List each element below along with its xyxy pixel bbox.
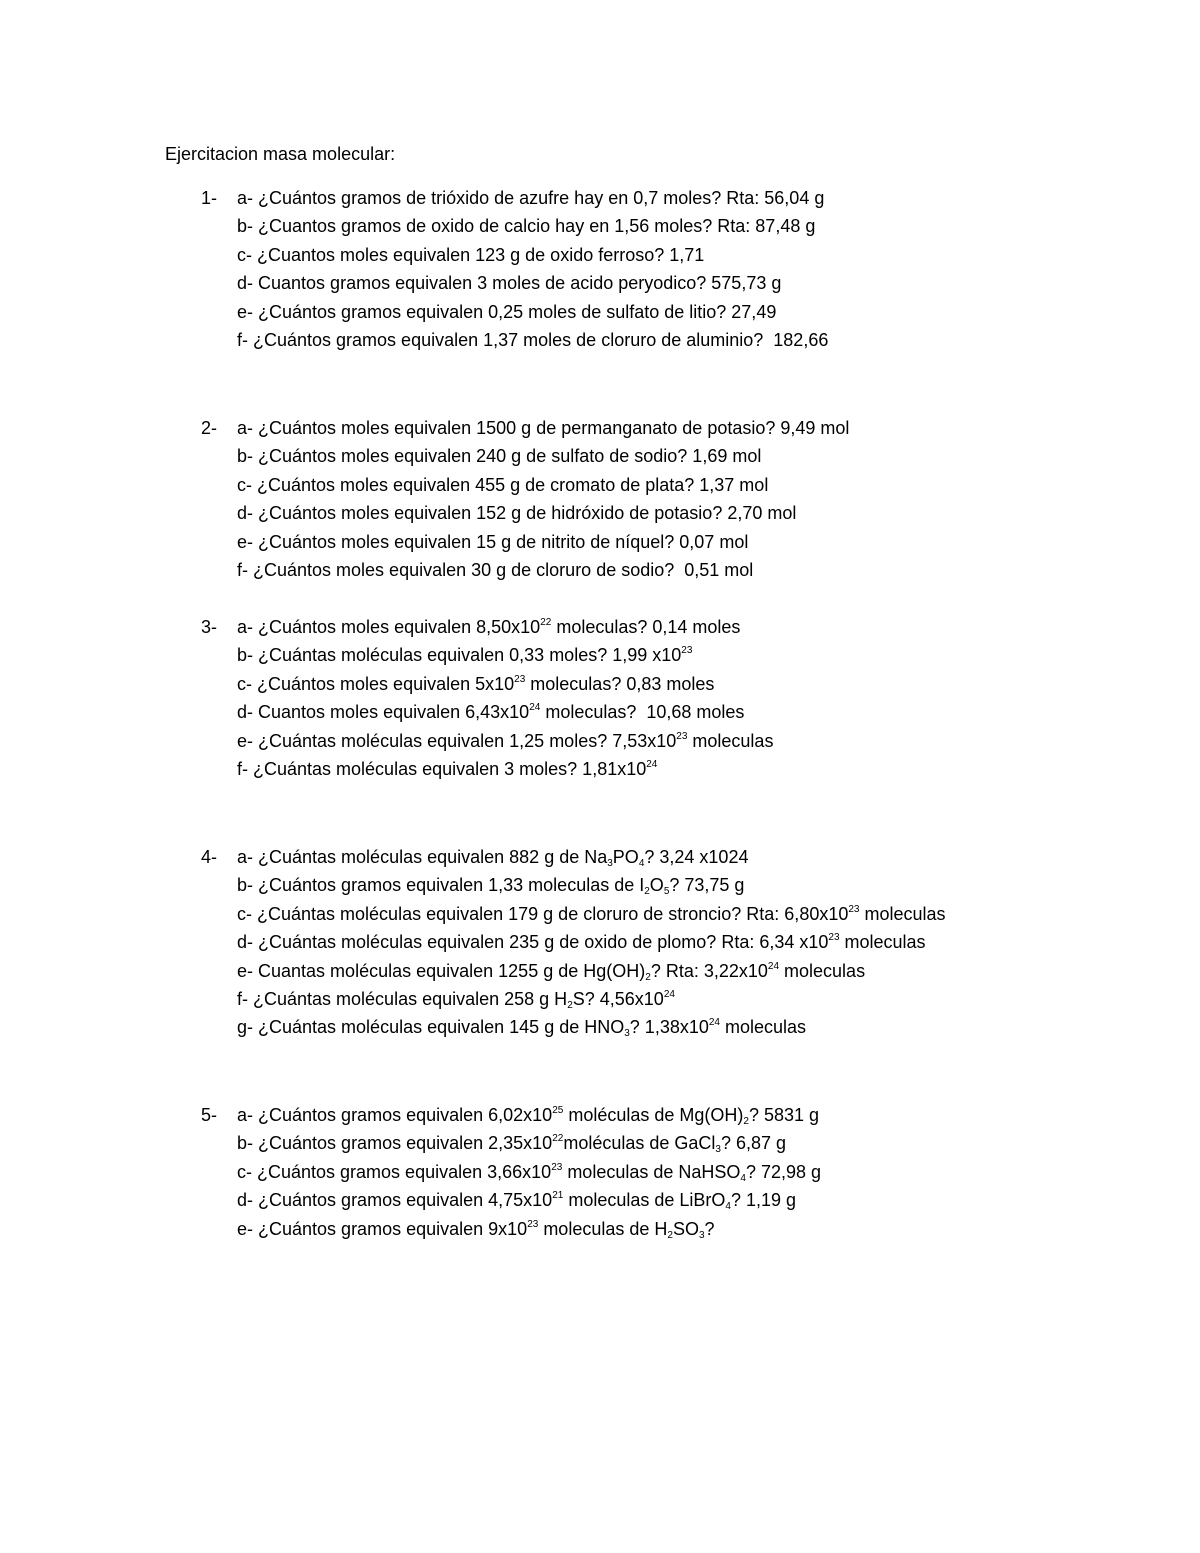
question-letter: e-	[237, 1218, 254, 1239]
question-item	[237, 959, 946, 987]
question-item	[237, 416, 849, 444]
question-letter: b-	[237, 875, 254, 896]
subscript: 4	[638, 858, 645, 869]
question-item	[237, 729, 773, 757]
question-text: ? 6,87 g	[720, 1133, 787, 1154]
subscript: 2	[667, 1229, 673, 1241]
question-item	[237, 1015, 946, 1043]
question-item	[237, 700, 773, 728]
question-text: ? 1,38x10	[629, 1017, 709, 1038]
section-number: 5-	[201, 1105, 218, 1125]
subscript: 3	[624, 1028, 630, 1040]
exponent: 24	[529, 702, 541, 714]
question-text: ¿Cuántos moles equivalen 5x10	[252, 673, 515, 694]
question-letter: a-	[237, 188, 254, 208]
question-letter: e-	[237, 960, 254, 981]
question-item	[237, 1160, 821, 1188]
question-list	[237, 845, 946, 1044]
question-text: ¿Cuántos moles equivalen 240 g de sulfato de sodio? 1,69 mol	[253, 446, 762, 467]
section-number: 2-	[201, 418, 218, 438]
question-text: ¿Cuántas moléculas equivalen 179 g de cloruro de stroncio? Rta: 6,80x10	[252, 903, 849, 924]
question-item	[237, 530, 849, 558]
question-text: ¿Cuántos moles equivalen 15 g de nitrito de níquel? 0,07 mol	[253, 531, 749, 552]
question-text: ¿Cuántos moles equivalen 455 g de cromato de plata? 1,37 mol	[252, 474, 769, 495]
question-letter: a-	[237, 847, 254, 867]
question-letter: c-	[237, 244, 252, 265]
question-text: ? Rta: 3,22x10	[650, 960, 768, 981]
question-list	[237, 1103, 821, 1245]
exponent: 23	[676, 730, 688, 742]
question-text: Cuantas moléculas equivalen 1255 g de Hg(OH)	[253, 960, 646, 981]
subscript: 3	[607, 858, 613, 869]
question-text: ¿Cuántos gramos equivalen 4,75x10	[253, 1190, 553, 1211]
question-letter: b-	[237, 446, 254, 467]
exponent: 23	[828, 932, 840, 944]
question-item	[237, 214, 828, 242]
question-text: moléculas de GaCl	[563, 1133, 716, 1154]
question-text: ¿Cuántos gramos equivalen 0,25 moles de sulfato de litio? 27,49	[253, 301, 777, 322]
question-text: moleculas? 0,14 moles	[551, 617, 741, 637]
question-text: moléculas de Mg(OH)	[563, 1105, 744, 1125]
subscript: 5	[663, 886, 670, 898]
question-text: ? 1,19 g	[730, 1190, 797, 1211]
question-letter: e-	[237, 730, 254, 751]
section-number: 1-	[201, 188, 218, 208]
question-text: ¿Cuantos gramos de oxido de calcio hay en 1,56 moles? Rta: 87,48 g	[253, 216, 816, 237]
question-text: ¿Cuántas moléculas equivalen 235 g de oxido de plomo? Rta: 6,34 x10	[253, 932, 829, 953]
question-text: PO	[612, 847, 639, 867]
question-letter: a-	[237, 1105, 254, 1125]
exponent: 24	[767, 960, 780, 972]
exponent: 25	[552, 1105, 564, 1116]
subscript: 2	[644, 886, 650, 898]
question-letter: f-	[237, 559, 248, 580]
question-item	[237, 1188, 821, 1216]
question-text: ¿Cuántas moléculas equivalen 1,25 moles? 7,53x10	[253, 730, 677, 751]
question-text: ? 72,98 g	[745, 1161, 822, 1182]
question-text: ¿Cuántas moléculas equivalen 258 g H	[248, 988, 568, 1009]
question-text: S? 4,56x10	[572, 988, 664, 1009]
question-text: ¿Cuántas moléculas equivalen 0,33 moles? 1,99 x10	[253, 645, 682, 666]
subscript: 4	[725, 1201, 731, 1213]
question-item	[237, 444, 849, 472]
question-letter: a-	[237, 617, 254, 637]
page-title: Ejercitacion masa molecular:	[165, 144, 396, 164]
question-item	[237, 328, 828, 356]
question-item	[237, 243, 828, 271]
question-letter: f-	[237, 329, 248, 350]
question-text: ¿Cuántas moléculas equivalen 882 g de Na	[253, 847, 608, 867]
question-text: SO	[672, 1218, 699, 1239]
question-letter: g-	[237, 1017, 254, 1038]
question-letter: d-	[237, 702, 254, 723]
question-item	[237, 1103, 821, 1131]
question-list	[237, 186, 828, 356]
question-letter: c-	[237, 1161, 252, 1182]
question-text: moleculas? 0,83 moles	[525, 673, 715, 694]
question-item	[237, 186, 828, 214]
exponent: 22	[552, 1133, 564, 1145]
question-letter: d-	[237, 503, 254, 524]
question-letter: c-	[237, 673, 252, 694]
question-item	[237, 558, 849, 586]
question-letter: c-	[237, 474, 252, 495]
question-item	[237, 873, 946, 901]
question-text: ¿Cuántos gramos equivalen 1,37 moles de cloruro de aluminio? 182,66	[248, 329, 829, 350]
question-text: ¿Cuántos moles equivalen 1500 g de permanganato de potasio? 9,49 mol	[253, 418, 850, 438]
question-text: O	[649, 875, 664, 896]
question-item	[237, 672, 773, 700]
question-text: ¿Cuántos gramos equivalen 9x10	[253, 1218, 528, 1239]
question-item	[237, 930, 946, 958]
exponent: 24	[646, 758, 658, 770]
subscript: 3	[715, 1144, 721, 1156]
subscript: 4	[740, 1172, 746, 1184]
exponent: 23	[848, 903, 860, 915]
exponent: 24	[663, 988, 675, 1000]
question-text: moleculas	[859, 903, 946, 924]
question-text: ? 3,24 x1024	[644, 847, 749, 867]
subscript: 2	[645, 971, 651, 983]
section-number: 3-	[201, 617, 218, 637]
subscript: 3	[698, 1229, 705, 1241]
subscript: 2	[743, 1116, 749, 1127]
question-item	[237, 643, 773, 671]
question-item	[237, 845, 946, 873]
question-letter: c-	[237, 903, 252, 924]
question-text: ¿Cuántos gramos equivalen 6,02x10	[253, 1105, 553, 1125]
question-text: ¿Cuántos moles equivalen 30 g de cloruro de sodio? 0,51 mol	[248, 559, 754, 580]
question-item	[237, 987, 946, 1015]
question-item	[237, 902, 946, 930]
question-text: ?	[704, 1218, 715, 1239]
question-letter: e-	[237, 531, 254, 552]
question-letter: d-	[237, 1190, 254, 1211]
question-letter: d-	[237, 273, 254, 294]
question-text: moleculas	[720, 1017, 807, 1038]
exponent: 24	[708, 1017, 720, 1029]
question-text: ? 5831 g	[748, 1105, 820, 1125]
question-item	[237, 1217, 821, 1245]
question-item	[237, 757, 773, 785]
question-text: Cuantos gramos equivalen 3 moles de acido peryodico? 575,73 g	[253, 273, 782, 294]
question-list	[237, 615, 773, 785]
question-letter: b-	[237, 1133, 254, 1154]
question-letter: d-	[237, 932, 254, 953]
exponent: 23	[514, 673, 526, 685]
question-text: ¿Cuántas moléculas equivalen 145 g de HNO	[253, 1017, 625, 1038]
question-item	[237, 501, 849, 529]
question-item	[237, 300, 828, 328]
subscript: 2	[567, 999, 573, 1011]
question-letter: e-	[237, 301, 254, 322]
question-item	[237, 271, 828, 299]
exponent: 23	[681, 645, 693, 657]
question-letter: f-	[237, 758, 248, 779]
question-text: ? 73,75 g	[669, 875, 745, 896]
question-text: moleculas? 10,68 moles	[540, 702, 745, 723]
question-text: moleculas	[687, 730, 774, 751]
question-list	[237, 416, 849, 586]
exponent: 23	[527, 1218, 539, 1230]
question-text: ¿Cuantos moles equivalen 123 g de oxido ferroso? 1,71	[252, 244, 705, 265]
question-letter: b-	[237, 645, 254, 666]
question-text: ¿Cuántos gramos equivalen 3,66x10	[252, 1161, 552, 1182]
question-text: ¿Cuántos gramos equivalen 2,35x10	[253, 1133, 553, 1154]
question-text: moleculas	[839, 932, 926, 953]
question-text: moleculas de H	[538, 1218, 668, 1239]
question-text: moleculas de LiBrO	[563, 1190, 726, 1211]
question-item	[237, 473, 849, 501]
exponent: 22	[540, 617, 552, 628]
exponent: 21	[552, 1190, 564, 1202]
question-text: moleculas de NaHSO	[562, 1161, 741, 1182]
question-text: Cuantos moles equivalen 6,43x10	[253, 702, 530, 723]
question-text: ¿Cuántos gramos de trióxido de azufre hay en 0,7 moles? Rta: 56,04 g	[253, 188, 825, 208]
question-text: moleculas	[779, 960, 866, 981]
question-text: ¿Cuántos gramos equivalen 1,33 moleculas de I	[253, 875, 645, 896]
question-text: ¿Cuántos moles equivalen 8,50x10	[253, 617, 541, 637]
section-number: 4-	[201, 847, 218, 867]
question-text: ¿Cuántos moles equivalen 152 g de hidróxido de potasio? 2,70 mol	[253, 503, 797, 524]
question-item	[237, 1131, 821, 1159]
question-letter: a-	[237, 418, 254, 438]
question-letter: f-	[237, 988, 248, 1009]
question-letter: b-	[237, 216, 254, 237]
question-item	[237, 615, 773, 643]
exponent: 23	[551, 1161, 563, 1173]
question-text: ¿Cuántas moléculas equivalen 3 moles? 1,81x10	[248, 758, 647, 779]
